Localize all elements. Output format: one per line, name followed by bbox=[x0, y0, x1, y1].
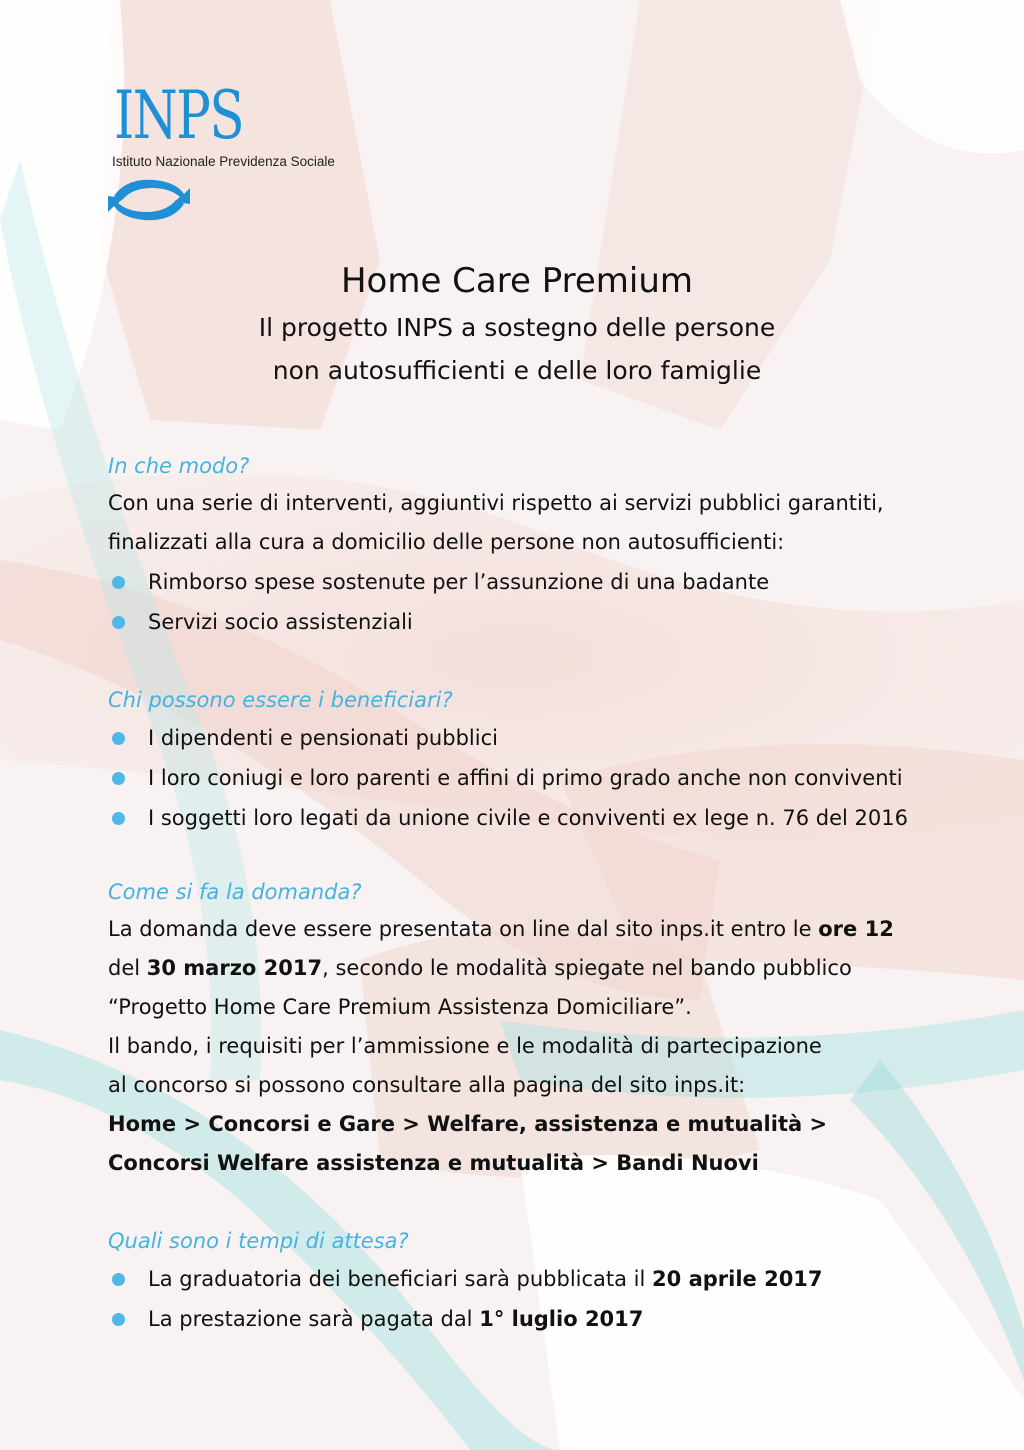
section-heading: In che modo? bbox=[108, 454, 250, 478]
bullet-icon bbox=[112, 732, 125, 745]
bullet-icon bbox=[112, 1273, 125, 1286]
paragraph-line: finalizzati alla cura a domicilio delle persone non autosufficienti: bbox=[108, 530, 785, 554]
list-item bbox=[108, 798, 988, 838]
list-item-text: I dipendenti e pensionati pubblici bbox=[148, 726, 498, 750]
subtitle-line-2: non autosufficienti e delle loro famiglie bbox=[272, 356, 762, 385]
list-item bbox=[108, 758, 988, 798]
paragraph-line: al concorso si possono consultare alla pagina del sito inps.it: bbox=[108, 1073, 746, 1097]
section-how bbox=[108, 448, 988, 642]
list-item-text: I loro coniugi e loro parenti e affini di primo grado anche non conviventi bbox=[148, 766, 903, 790]
list-item bbox=[108, 602, 988, 642]
list-item-text: La graduatoria dei beneficiari sarà pubblicata il bbox=[148, 1267, 653, 1291]
section-heading: Chi possono essere i beneficiari? bbox=[108, 688, 453, 712]
inps-logo bbox=[106, 77, 366, 230]
publication-date: 20 aprile 2017 bbox=[652, 1267, 823, 1291]
list-item-text: Rimborso spese sostenute per l’assunzione di una badante bbox=[148, 570, 770, 594]
logo-swirl-icon bbox=[106, 176, 192, 224]
list-item-text: I soggetti loro legati da unione civile e conviventi ex lege n. 76 del 2016 bbox=[148, 806, 908, 830]
section-heading: Quali sono i tempi di attesa? bbox=[108, 1229, 409, 1253]
bullet-icon bbox=[112, 1313, 125, 1326]
logo-wordmark: INPS bbox=[114, 77, 244, 154]
deadline-time: ore 12 bbox=[818, 917, 894, 941]
section-application bbox=[108, 874, 988, 1183]
text-span: La domanda deve essere presentata on line dal sito inps.it entro le bbox=[108, 917, 819, 941]
text-span: , secondo le modalità spiegate nel bando pubblico bbox=[322, 956, 852, 980]
section-beneficiaries bbox=[108, 682, 988, 838]
bullet-icon bbox=[112, 812, 125, 825]
paragraph-line: “Progetto Home Care Premium Assistenza Domiciliare”. bbox=[108, 995, 692, 1019]
paragraph-line: Il bando, i requisiti per l’ammissione e le modalità di partecipazione bbox=[108, 1034, 822, 1058]
list-item bbox=[108, 1259, 988, 1299]
site-path: Home > Concorsi e Gare > Welfare, assistenza e mutualità > bbox=[108, 1112, 828, 1136]
logo-subtitle: Istituto Nazionale Previdenza Sociale bbox=[112, 154, 335, 169]
page-title: Home Care Premium bbox=[340, 261, 694, 301]
list-item bbox=[108, 1299, 988, 1339]
list-item bbox=[108, 718, 988, 758]
list-item-text: La prestazione sarà pagata dal bbox=[148, 1307, 480, 1331]
site-path: Concorsi Welfare assistenza e mutualità > Bandi Nuovi bbox=[108, 1151, 759, 1175]
section-heading: Come si fa la domanda? bbox=[108, 880, 362, 904]
header bbox=[0, 256, 1024, 392]
content bbox=[108, 448, 988, 1339]
section-timing bbox=[108, 1223, 988, 1339]
list-item-text: Servizi socio assistenziali bbox=[148, 610, 413, 634]
payment-date: 1° luglio 2017 bbox=[479, 1307, 644, 1331]
paragraph-line bbox=[108, 949, 988, 988]
bullet-icon bbox=[112, 772, 125, 785]
site-path-line bbox=[108, 1144, 988, 1183]
bullet-icon bbox=[112, 576, 125, 589]
paragraph-line: Con una serie di interventi, aggiuntivi rispetto ai servizi pubblici garantiti, bbox=[108, 491, 884, 515]
text-span: del bbox=[108, 956, 147, 980]
bullet-icon bbox=[112, 616, 125, 629]
paragraph-line bbox=[108, 910, 988, 949]
subtitle-line-1: Il progetto INPS a sostegno delle persone bbox=[258, 313, 776, 342]
site-path-line bbox=[108, 1105, 988, 1144]
list-item bbox=[108, 562, 988, 602]
deadline-date: 30 marzo 2017 bbox=[146, 956, 323, 980]
